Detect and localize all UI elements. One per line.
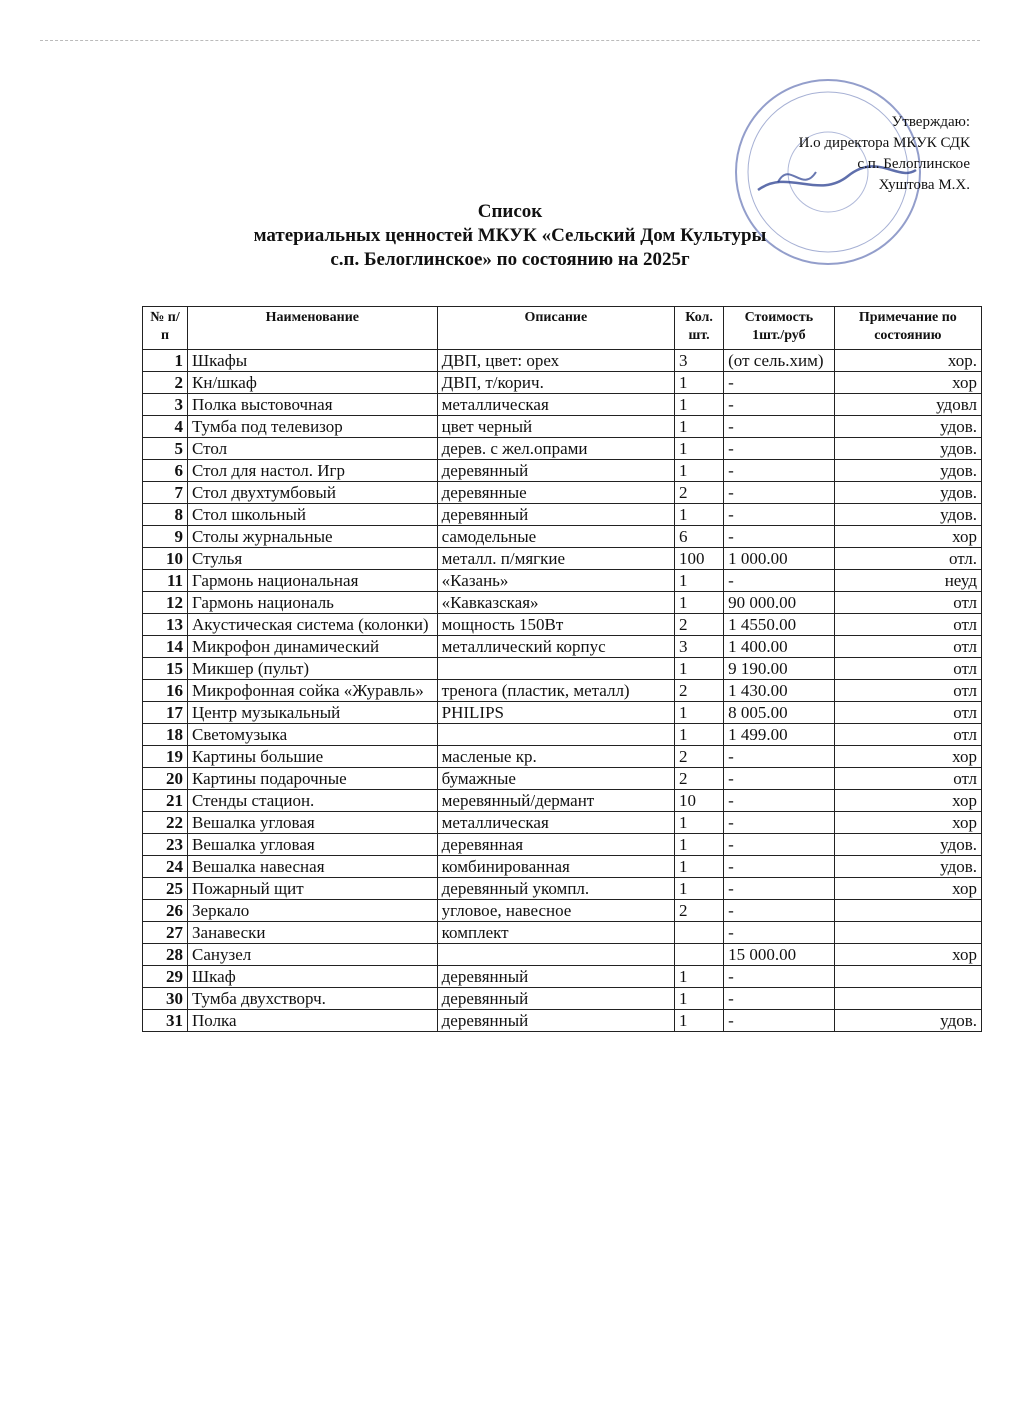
table-row xyxy=(143,680,982,702)
cell-cost: - xyxy=(724,746,835,768)
cell-quantity: 1 xyxy=(675,878,724,900)
table-row xyxy=(143,834,982,856)
cell-quantity: 1 xyxy=(675,834,724,856)
cell-description: металлическая xyxy=(437,812,674,834)
cell-description xyxy=(437,944,674,966)
cell-cost: 1 000.00 xyxy=(724,548,835,570)
cell-name: Вешалка угловая xyxy=(188,834,438,856)
header-desc: Описание xyxy=(437,307,674,350)
cell-cost: - xyxy=(724,438,835,460)
cell-cost: - xyxy=(724,812,835,834)
cell-quantity: 100 xyxy=(675,548,724,570)
cell-note: удов. xyxy=(834,856,981,878)
cell-cost: - xyxy=(724,570,835,592)
cell-quantity: 2 xyxy=(675,746,724,768)
cell-note: хор xyxy=(834,526,981,548)
cell-note: хор. xyxy=(834,350,981,372)
cell-note: хор xyxy=(834,944,981,966)
cell-description: деревянная xyxy=(437,834,674,856)
cell-cost: - xyxy=(724,922,835,944)
cell-name: Вешалка навесная xyxy=(188,856,438,878)
cell-cost: - xyxy=(724,768,835,790)
cell-cost: - xyxy=(724,460,835,482)
cell-name: Стол школьный xyxy=(188,504,438,526)
table-row xyxy=(143,394,982,416)
cell-number: 22 xyxy=(143,812,188,834)
cell-description xyxy=(437,658,674,680)
cell-note xyxy=(834,988,981,1010)
cell-note: неуд xyxy=(834,570,981,592)
cell-quantity: 1 xyxy=(675,416,724,438)
cell-description: деревянный xyxy=(437,1010,674,1032)
cell-cost: - xyxy=(724,394,835,416)
cell-name: Стенды стацион. xyxy=(188,790,438,812)
cell-description: металл. п/мягкие xyxy=(437,548,674,570)
approval-person: Хуштова М.Х. xyxy=(878,177,970,193)
cell-name: Полка xyxy=(188,1010,438,1032)
cell-quantity: 1 xyxy=(675,702,724,724)
cell-number: 24 xyxy=(143,856,188,878)
cell-description: PHILIPS xyxy=(437,702,674,724)
cell-number: 7 xyxy=(143,482,188,504)
cell-cost: - xyxy=(724,900,835,922)
cell-quantity: 2 xyxy=(675,614,724,636)
cell-number: 23 xyxy=(143,834,188,856)
cell-description: деревянный укомпл. xyxy=(437,878,674,900)
cell-description: самодельные xyxy=(437,526,674,548)
cell-quantity: 2 xyxy=(675,482,724,504)
cell-number: 26 xyxy=(143,900,188,922)
cell-note: удов. xyxy=(834,438,981,460)
cell-note xyxy=(834,922,981,944)
cell-name: Полка выстовочная xyxy=(188,394,438,416)
cell-number: 15 xyxy=(143,658,188,680)
cell-name: Акустическая система (колонки) xyxy=(188,614,438,636)
approval-block xyxy=(799,112,970,196)
cell-quantity: 10 xyxy=(675,790,724,812)
table-row xyxy=(143,1010,982,1032)
table-row xyxy=(143,592,982,614)
header-cost: Стоимость 1шт./руб xyxy=(724,307,835,350)
cell-name: Микшер (пульт) xyxy=(188,658,438,680)
table-row xyxy=(143,570,982,592)
cell-cost: (от сель.хим) xyxy=(724,350,835,372)
cell-cost: - xyxy=(724,878,835,900)
cell-number: 29 xyxy=(143,966,188,988)
cell-cost: 9 190.00 xyxy=(724,658,835,680)
cell-name: Зеркало xyxy=(188,900,438,922)
table-row xyxy=(143,614,982,636)
cell-number: 20 xyxy=(143,768,188,790)
cell-name: Стол для настол. Игр xyxy=(188,460,438,482)
cell-quantity: 3 xyxy=(675,636,724,658)
table-row xyxy=(143,438,982,460)
cell-cost: - xyxy=(724,834,835,856)
cell-name: Шкаф xyxy=(188,966,438,988)
cell-number: 3 xyxy=(143,394,188,416)
table-row xyxy=(143,812,982,834)
cell-number: 1 xyxy=(143,350,188,372)
header-num: № п/п xyxy=(143,307,188,350)
title-line-2: материальных ценностей МКУК «Сельский Дом Культуры xyxy=(253,225,767,246)
cell-quantity: 1 xyxy=(675,592,724,614)
table-row xyxy=(143,856,982,878)
cell-description: ДВП, цвет: орех xyxy=(437,350,674,372)
table-header-row xyxy=(143,307,982,350)
cell-note: отл xyxy=(834,724,981,746)
cell-name: Вешалка угловая xyxy=(188,812,438,834)
cell-name: Занавески xyxy=(188,922,438,944)
cell-name: Микрофонная сойка «Журавль» xyxy=(188,680,438,702)
header-note: Примечание по состоянию xyxy=(834,307,981,350)
cell-note: удов. xyxy=(834,460,981,482)
cell-note: хор xyxy=(834,746,981,768)
cell-description: металлический корпус xyxy=(437,636,674,658)
cell-cost: - xyxy=(724,790,835,812)
cell-name: Шкафы xyxy=(188,350,438,372)
cell-note: удов. xyxy=(834,416,981,438)
cell-number: 16 xyxy=(143,680,188,702)
cell-description: деревянный xyxy=(437,504,674,526)
cell-name: Столы журнальные xyxy=(188,526,438,548)
cell-name: Гармонь националь xyxy=(188,592,438,614)
cell-note: отл xyxy=(834,636,981,658)
cell-cost: 1 400.00 xyxy=(724,636,835,658)
cell-description: тренога (пластик, металл) xyxy=(437,680,674,702)
approval-position: И.о директора МКУК СДК xyxy=(798,135,970,151)
cell-cost: 8 005.00 xyxy=(724,702,835,724)
table-row xyxy=(143,460,982,482)
cell-description: ДВП, т/корич. xyxy=(437,372,674,394)
table-row xyxy=(143,900,982,922)
cell-quantity xyxy=(675,944,724,966)
cell-name: Тумба под телевизор xyxy=(188,416,438,438)
cell-note: хор xyxy=(834,878,981,900)
cell-cost: - xyxy=(724,988,835,1010)
cell-cost: 15 000.00 xyxy=(724,944,835,966)
table-row xyxy=(143,372,982,394)
cell-description: деревянный xyxy=(437,460,674,482)
cell-note xyxy=(834,966,981,988)
cell-cost: - xyxy=(724,482,835,504)
cell-cost: - xyxy=(724,1010,835,1032)
cell-number: 12 xyxy=(143,592,188,614)
cell-note: удовл xyxy=(834,394,981,416)
cell-quantity xyxy=(675,922,724,944)
table-row xyxy=(143,702,982,724)
cell-note: отл xyxy=(834,702,981,724)
cell-cost: 1 4550.00 xyxy=(724,614,835,636)
cell-description: мощность 150Вт xyxy=(437,614,674,636)
cell-number: 5 xyxy=(143,438,188,460)
cell-note: отл xyxy=(834,680,981,702)
cell-name: Санузел xyxy=(188,944,438,966)
cell-description: комплект xyxy=(437,922,674,944)
table-row xyxy=(143,966,982,988)
cell-name: Светомузыка xyxy=(188,724,438,746)
cell-number: 8 xyxy=(143,504,188,526)
cell-quantity: 1 xyxy=(675,570,724,592)
table-row xyxy=(143,548,982,570)
page-top-rule xyxy=(40,40,980,41)
table-body xyxy=(143,350,982,1032)
cell-note: удов. xyxy=(834,1010,981,1032)
cell-quantity: 2 xyxy=(675,768,724,790)
cell-number: 14 xyxy=(143,636,188,658)
cell-quantity: 1 xyxy=(675,988,724,1010)
cell-note: удов. xyxy=(834,834,981,856)
cell-number: 9 xyxy=(143,526,188,548)
cell-description: комбинированная xyxy=(437,856,674,878)
cell-cost: 1 499.00 xyxy=(724,724,835,746)
cell-number: 13 xyxy=(143,614,188,636)
cell-note: удов. xyxy=(834,482,981,504)
cell-number: 30 xyxy=(143,988,188,1010)
cell-description: бумажные xyxy=(437,768,674,790)
cell-quantity: 1 xyxy=(675,394,724,416)
table-row xyxy=(143,416,982,438)
cell-number: 31 xyxy=(143,1010,188,1032)
cell-note xyxy=(834,900,981,922)
cell-note: удов. xyxy=(834,504,981,526)
cell-note: отл. xyxy=(834,548,981,570)
table-row xyxy=(143,988,982,1010)
cell-note: хор xyxy=(834,812,981,834)
cell-quantity: 1 xyxy=(675,812,724,834)
cell-number: 10 xyxy=(143,548,188,570)
cell-number: 6 xyxy=(143,460,188,482)
cell-cost: - xyxy=(724,372,835,394)
title-line-3: с.п. Белоглинское» по состоянию на 2025г xyxy=(330,249,690,270)
table-row xyxy=(143,790,982,812)
cell-note: отл xyxy=(834,592,981,614)
cell-note: хор xyxy=(834,372,981,394)
cell-number: 27 xyxy=(143,922,188,944)
table-row xyxy=(143,746,982,768)
header-qty: Кол. шт. xyxy=(675,307,724,350)
cell-note: отл xyxy=(834,658,981,680)
cell-note: отл xyxy=(834,768,981,790)
cell-description: деревянный xyxy=(437,988,674,1010)
table-row xyxy=(143,482,982,504)
table-row xyxy=(143,504,982,526)
cell-name: Микрофон динамический xyxy=(188,636,438,658)
cell-quantity: 3 xyxy=(675,350,724,372)
table-row xyxy=(143,658,982,680)
table-row xyxy=(143,944,982,966)
cell-description: деревянный xyxy=(437,966,674,988)
cell-description: меревянный/дермант xyxy=(437,790,674,812)
approval-label: Утверждаю: xyxy=(891,114,970,130)
cell-name: Картины большие xyxy=(188,746,438,768)
cell-cost: - xyxy=(724,526,835,548)
cell-number: 18 xyxy=(143,724,188,746)
cell-number: 11 xyxy=(143,570,188,592)
document-title xyxy=(100,200,920,272)
cell-number: 28 xyxy=(143,944,188,966)
cell-cost: - xyxy=(724,504,835,526)
cell-note: хор xyxy=(834,790,981,812)
cell-quantity: 1 xyxy=(675,966,724,988)
cell-description: деревянные xyxy=(437,482,674,504)
approval-settlement: с.п. Белоглинское xyxy=(857,156,970,172)
table-row xyxy=(143,922,982,944)
cell-number: 4 xyxy=(143,416,188,438)
cell-quantity: 2 xyxy=(675,680,724,702)
cell-name: Гармонь национальная xyxy=(188,570,438,592)
table-row xyxy=(143,768,982,790)
cell-name: Стулья xyxy=(188,548,438,570)
cell-cost: - xyxy=(724,966,835,988)
cell-number: 25 xyxy=(143,878,188,900)
cell-cost: 1 430.00 xyxy=(724,680,835,702)
table-row xyxy=(143,724,982,746)
table-row xyxy=(143,350,982,372)
cell-description xyxy=(437,724,674,746)
cell-name: Стол двухтумбовый xyxy=(188,482,438,504)
cell-description: «Кавказская» xyxy=(437,592,674,614)
title-line-1: Список xyxy=(477,201,543,222)
cell-note: отл xyxy=(834,614,981,636)
table-row xyxy=(143,878,982,900)
cell-number: 19 xyxy=(143,746,188,768)
cell-name: Центр музыкальный xyxy=(188,702,438,724)
cell-quantity: 1 xyxy=(675,724,724,746)
cell-quantity: 1 xyxy=(675,372,724,394)
cell-quantity: 6 xyxy=(675,526,724,548)
cell-quantity: 1 xyxy=(675,504,724,526)
cell-cost: 90 000.00 xyxy=(724,592,835,614)
cell-description: масленые кр. xyxy=(437,746,674,768)
cell-name: Стол xyxy=(188,438,438,460)
inventory-table xyxy=(142,306,982,1032)
cell-name: Пожарный щит xyxy=(188,878,438,900)
cell-description: металлическая xyxy=(437,394,674,416)
cell-number: 17 xyxy=(143,702,188,724)
cell-cost: - xyxy=(724,416,835,438)
cell-name: Картины подарочные xyxy=(188,768,438,790)
cell-number: 21 xyxy=(143,790,188,812)
table-row xyxy=(143,636,982,658)
cell-quantity: 1 xyxy=(675,438,724,460)
cell-quantity: 1 xyxy=(675,1010,724,1032)
cell-description: «Казань» xyxy=(437,570,674,592)
cell-cost: - xyxy=(724,856,835,878)
cell-quantity: 1 xyxy=(675,658,724,680)
cell-number: 2 xyxy=(143,372,188,394)
cell-description: цвет черный xyxy=(437,416,674,438)
cell-quantity: 2 xyxy=(675,900,724,922)
header-name: Наименование xyxy=(188,307,438,350)
cell-name: Кн/шкаф xyxy=(188,372,438,394)
table-row xyxy=(143,526,982,548)
cell-quantity: 1 xyxy=(675,460,724,482)
cell-description: дерев. с жел.опрами xyxy=(437,438,674,460)
cell-quantity: 1 xyxy=(675,856,724,878)
cell-name: Тумба двухстворч. xyxy=(188,988,438,1010)
cell-description: угловое, навесное xyxy=(437,900,674,922)
